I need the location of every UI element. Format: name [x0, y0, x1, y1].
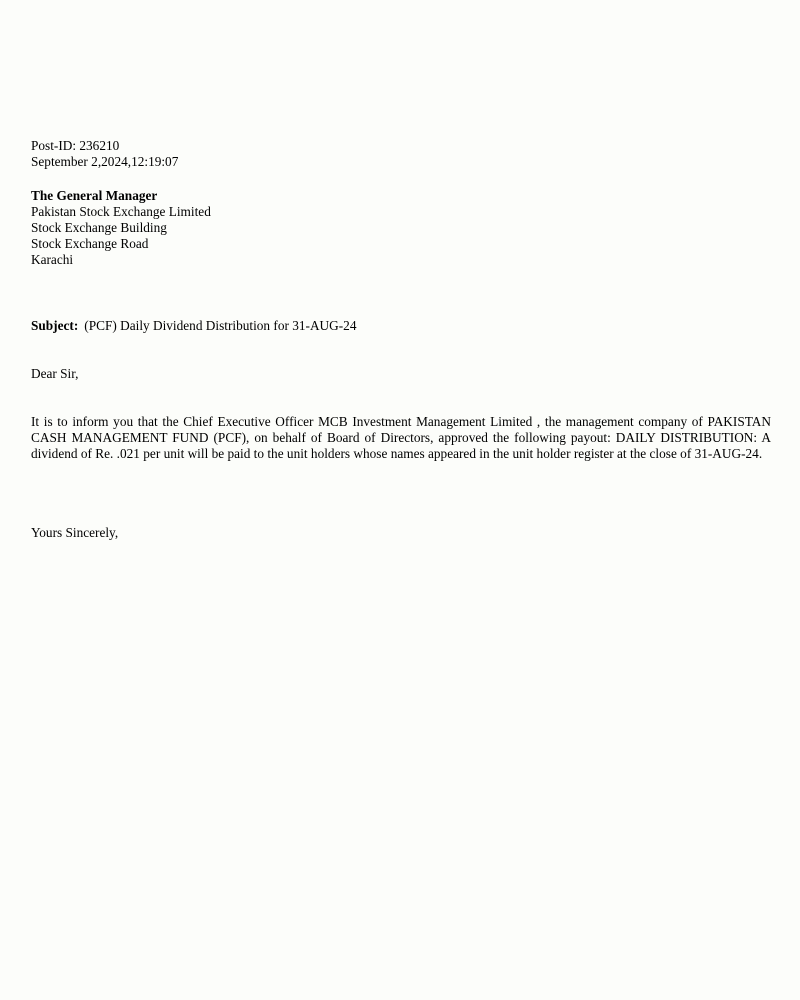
recipient-address-line-4: Karachi: [31, 252, 74, 267]
letter-meta: [31, 138, 771, 170]
recipient-address-line-3: Stock Exchange Road: [31, 236, 149, 251]
subject-label: Subject:: [31, 318, 79, 333]
recipient-address-line-2: Stock Exchange Building: [31, 220, 167, 235]
salutation: Dear Sir,: [31, 366, 79, 381]
letter-body: It is to inform you that the Chief Executive Officer MCB Investment Management Limited , the management company of PAKISTAN CASH MANAGEMENT FUND (PCF), on behalf of Board of Directors, approved the following payout: DAILY DISTRIBUTION: A dividend of Re. .021 per unit will be paid to the unit holders whose names appeared in the unit holder register at the close of 31-AUG-24.: [31, 414, 771, 461]
post-id: Post-ID: 236210: [31, 138, 120, 153]
recipient-name: The General Manager: [31, 188, 158, 203]
closing: Yours Sincerely,: [31, 525, 119, 540]
subject-text: (PCF) Daily Dividend Distribution for 31-AUG-24: [84, 318, 357, 333]
subject-line: [31, 318, 771, 334]
recipient-address: [31, 188, 771, 268]
letter-datetime: September 2,2024,12:19:07: [31, 154, 179, 169]
recipient-address-line-1: Pakistan Stock Exchange Limited: [31, 204, 211, 219]
